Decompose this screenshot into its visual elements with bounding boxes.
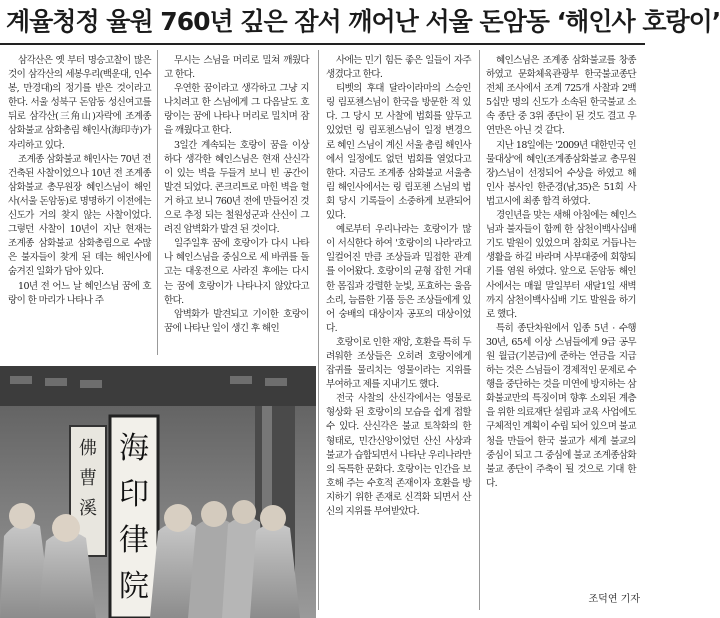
paragraph: 조계종 삼화불교 해인사는 70년 전 건축된 사찰이었으나 10년 전 조계종 삼화불교 총무원장 혜인스님이 해인사(서울 돈암동)로 명명하기 이전에는 신도가 거의 찾지 않는 사찰이었다. 그렇던 사찰이 10년이 지난 현재는 조계종 삼화불교 삼화총림으로 수많은 불자들이 찾게 된 데는 해인사에 숨겨진 일화가 담아 있다. [8, 153, 151, 278]
side-plaque-char: 溪 [79, 498, 97, 519]
column-1 [8, 54, 151, 364]
paragraph: 3일간 계속되는 호랑이 꿈을 이상하다 생각한 혜인스님은 현재 산신각이 있는 벽을 두들겨 보니 빈 공간이 발견 되었다. 콘크리트로 마힌 벽을 헐거 하고 보니 760년 전에 만들어진 것으로 추정 되는 철원성군과 산신이 그려진 암벽화가 발견 된 것이다. [164, 139, 309, 236]
paragraph: 전국 사찰의 산신각에서는 영물로 형상화 된 호랑이의 모습을 쉽게 접할 수 있다. 산신각은 불교 토착화의 한 형태로, 민간신앙이었던 산신 사상과 불교가 습합되면서 나타난 우리나라만의 독특한 문화다. 호랑이는 인간을 보호해 주는 수호적 존재이자 호환을 방지하기 위한 존재로 신격화 되면서 산신의 지위를 부여받았다. [326, 393, 471, 517]
paragraph: 지난 18일에는 '2009년 대한민국 인물대상'에 혜인(조계종삼화불교 총무원장)스님이 선정되어 수상을 하였고 해인사 봉사인 한준경(남,35)은 51회 사법고시에 최종 합격 하였다. [486, 139, 636, 207]
column-divider [318, 50, 319, 610]
paragraph: 특히 종단차원에서 입종 5년 · 수행 30년, 65세 이상 스님들에게 9급 공무원 월급(기본급)에 준하는 연금을 지급하는 것은 스님들이 경제적인 문제로 수행을 중단하는 것을 미연에 방지하는 삼화불교만의 특징이며 향후 소외된 계층을 위한 의료재단 설립과 교육 사업에도 구체적인 계획이 수립 되어 있으며 불교 청을 만들어 한국 불교가 세계 불교의 중심이 되고 그 중심에 불교 조계종삼화불교 종단이 주축이 될 것으로 기대 한다. [486, 322, 636, 489]
column-3 [326, 54, 471, 609]
paragraph: 사에는 민기 힘든 좋은 일들이 자주 생겼다고 한다. [326, 55, 471, 81]
headline: 계율청정 율원 760년 깊은 잠서 깨어난 서울 돈암동 ‘해인사 호랑이’ [6, 7, 720, 36]
paragraph: 무시는 스님을 머리로 밀쳐 깨웠다고 한다. [164, 55, 309, 81]
photo-illustration [0, 366, 316, 618]
paragraph: 10년 전 어느 날 혜인스님 꿈에 호랑이 한 마리가 나타나 주 [8, 280, 151, 306]
side-plaque-char: 曹 [79, 468, 97, 489]
paragraph: 암벽화가 발견되고 기이한 호랑이 꿈에 나타난 일이 생긴 후 해인 [164, 308, 309, 334]
paragraph: 티벳의 후대 달라이라마의 스승인 링 림포첸스님이 한국을 방문한 적 있다. 그 당시 모 사찰에 법회를 앞두고 있었던 링 림포첸스님이 일정 변경으로 혜인 스님이 계신 서울 총림 해인사에서 일정에도 없던 법회를 열었다고 한다. 지금도 조계종 삼화불교 서울총림 해인사에서는 링 림포첸 스님의 법회 당시 기록들이 소중하게 보관되어 있다. [326, 83, 471, 222]
column-2 [164, 54, 309, 364]
paragraph: 경인년을 맞는 새해 아침에는 혜인스님과 불자들이 함께 한 삼천이백사십배 기도 발원이 있었으며 참회로 거듭나는 생활을 하길 바라며 사부대중에 회향되기를 염원 하였다. 앞으로 돈암동 해인사에서는 매월 말일부터 새달1일 새벽까지 삼천이백사십배 기도 발원을 하기로 했다. [486, 210, 636, 320]
plaque-char: 律 [119, 523, 149, 558]
column-divider [157, 50, 158, 355]
paragraph: 일주일후 꿈에 호랑이가 다시 나타나 혜인스님을 중심으로 세 바퀴를 돌고는 대웅전으로 사라진 후에는 다시는 꿈에 호랑이가 나타나지 않았다고 한다. [164, 238, 309, 306]
paragraph: 우연한 꿈이라고 생각하고 그냥 지나치려고 한 스님에게 그 다음날도 호랑이는 꿈에 나타나 머리로 밀치며 잠을 깨웠다고 한다. [164, 83, 309, 137]
column-4 [486, 54, 636, 609]
plaque-char: 印 [119, 477, 149, 512]
side-plaque-char: 佛 [79, 438, 97, 459]
paragraph: 호랑이로 인한 재앙, 호환을 특히 두려워한 조상들은 오히려 호랑이에게 잡귀를 물리치는 영물이라는 지위를 부여하고 제를 지내기도 했다. [326, 336, 471, 391]
paragraph: 삼각산은 옛 부터 명승고찰이 많은 것이 삼각산의 세봉우리(백운대, 인수봉, 만경대)의 정기를 받은 것이라고 한다. 서울 성북구 돈암동 성신여고를 뒤로 삼각산(三角山)자락에 조계종 삼화불교 삼화총림 해인사(海印寺)가 자리하고 있다. [8, 55, 151, 151]
column-divider [479, 50, 480, 610]
paragraph: 혜인스님은 조계종 삼화불교를 창종 하였고 문화체육관광부 한국불교종단 전체 조사에서 조계 725개 사찰과 2백5십만 명의 신도가 소속된 한국불교 소속 종단 중 3위 종단이 된 것도 결고 우연만은 아닌 것 같다. [486, 55, 636, 137]
plaque-char: 海 [119, 431, 149, 466]
byline: 조덕연 기자 [588, 594, 640, 605]
plaque-char: 院 [119, 569, 149, 604]
monks-photo [0, 366, 316, 618]
paragraph: 예로부터 우리나라는 호랑이가 많이 서식한다 하여 '호랑이의 나라'라고 일컬어진 만큼 조상들과 밀접한 관계를 이어왔다. 호랑이의 균형 잡힌 거대한 몸집과 강렬한 눈빛, 포효하는 울음소리, 늠름한 기품 등은 조상들에게 있어 숭배의 대상이자 공포의 대상이었다. [326, 224, 471, 334]
headline-rule [0, 43, 645, 45]
